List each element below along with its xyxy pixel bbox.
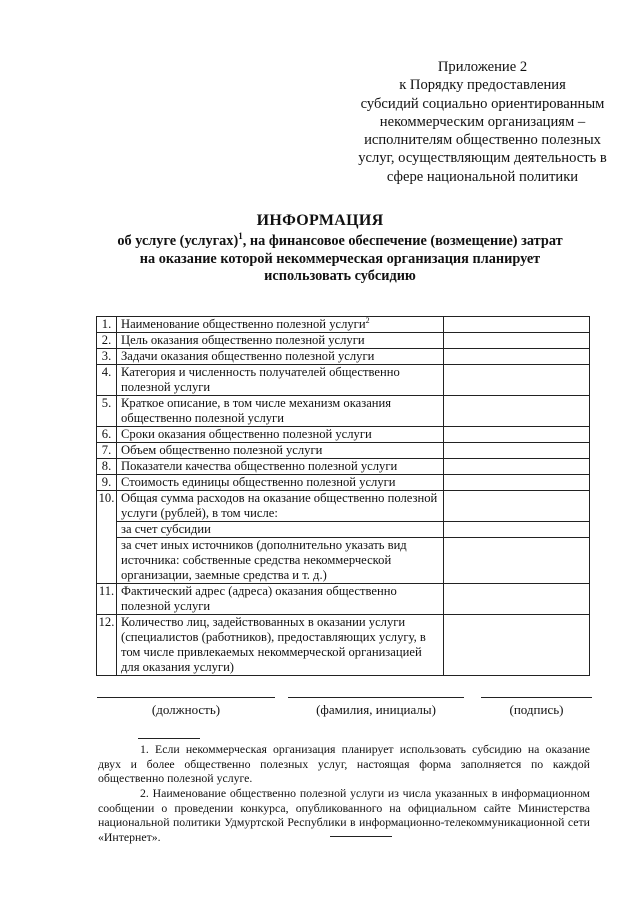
row-number: 9. (97, 475, 117, 491)
footnote-separator (138, 738, 200, 739)
row-label-text: Задачи оказания общественно полезной услуги (121, 349, 375, 363)
service-info-table (96, 316, 590, 676)
row-value-cell (444, 475, 590, 491)
appendix-header (330, 58, 635, 186)
footnote-text: 2. Наименование общественно полезной услуги из числа указанных в информационном сообщении о проведении конкурса, опубликованного на официальном сайте Министерства национальной политики Удмуртской Республики в информационно-телекоммуникационной сети «Интернет». (98, 786, 590, 844)
row-number: 11. (97, 584, 117, 615)
row-value-cell (444, 365, 590, 396)
row-value-cell (444, 427, 590, 443)
footnote-1 (98, 742, 590, 786)
row-number: 7. (97, 443, 117, 459)
subtitle-line-1 (80, 233, 600, 251)
row-label-text: Стоимость единицы общественно полезной услуги (121, 475, 396, 489)
row-label (117, 365, 444, 396)
row-label-text: Общая сумма расходов на оказание общественно полезной услуги (рублей), в том числе: (121, 491, 438, 520)
table-row (97, 365, 590, 396)
row-label (117, 443, 444, 459)
row-label-text: за счет иных источников (дополнительно указать вид источника: собственные средства некоммерческой организации, заемные средства и т. д.) (121, 538, 407, 582)
row-number: 10. (97, 491, 117, 584)
row-value-cell (444, 615, 590, 676)
row-label (117, 584, 444, 615)
table-row (97, 317, 590, 333)
row-label (117, 491, 444, 522)
row-label-text: Цель оказания общественно полезной услуги (121, 333, 365, 347)
table-row (97, 333, 590, 349)
table-row (97, 522, 590, 538)
table-row (97, 443, 590, 459)
row-value-cell (444, 349, 590, 365)
document-title: ИНФОРМАЦИЯ (256, 212, 384, 229)
row-label (117, 615, 444, 676)
footnote-ref-2: 2 (365, 315, 370, 325)
appendix-line: Приложение 2 (437, 59, 528, 75)
position-label: (должность) (151, 702, 221, 717)
appendix-line: к Порядку предоставления (399, 77, 566, 94)
row-value-cell (444, 443, 590, 459)
row-label-text: за счет субсидии (121, 522, 211, 536)
row-number: 12. (97, 615, 117, 676)
row-number: 2. (97, 333, 117, 349)
row-value-cell (444, 396, 590, 427)
row-label-text: Категория и численность получателей общественно полезной услуги (121, 365, 400, 394)
row-label-text: Фактический адрес (адреса) оказания общественно полезной услуги (121, 584, 397, 613)
row-label-text: Краткое описание, в том числе механизм оказания общественно полезной услуги (121, 396, 392, 425)
subtitle-text: об услуге (услугах) (117, 233, 239, 249)
row-number: 1. (97, 317, 117, 333)
table-row (97, 491, 590, 522)
row-label-text: Наименование общественно полезной услуги (121, 317, 366, 331)
position-signature-line (97, 697, 275, 698)
row-value-cell (444, 317, 590, 333)
table-row (97, 349, 590, 365)
table-row (97, 475, 590, 491)
document-subtitle (80, 233, 600, 286)
row-value-cell (444, 491, 590, 522)
row-number: 8. (97, 459, 117, 475)
table-row (97, 538, 590, 584)
row-value-cell (444, 459, 590, 475)
name-label: (фамилия, инициалы) (316, 702, 436, 717)
row-label (117, 538, 444, 584)
appendix-line: услуг, осуществляющим деятельность в (358, 150, 607, 167)
row-label (117, 427, 444, 443)
subtitle-line-3: использовать субсидию (264, 268, 416, 284)
row-label-text: Количество лиц, задействованных в оказании услуги (специалистов (работников), предоставляющих услугу, в том числе привлекаемых некоммерческой организацией для оказания услуги) (121, 615, 426, 674)
row-number: 5. (97, 396, 117, 427)
table-row (97, 459, 590, 475)
end-separator (330, 836, 392, 837)
appendix-line: сфере национальной политики (386, 168, 579, 185)
row-number: 4. (97, 365, 117, 396)
row-label-text: Объем общественно полезной услуги (121, 443, 323, 457)
appendix-line: исполнителям общественно полезных (364, 132, 601, 149)
row-value-cell (444, 538, 590, 584)
row-label-text: Показатели качества общественно полезной услуги (121, 459, 398, 473)
row-number: 6. (97, 427, 117, 443)
row-value-cell (444, 584, 590, 615)
subtitle-text: , на финансовое обеспечение (возмещение) затрат (242, 233, 563, 249)
table-row (97, 427, 590, 443)
row-label (117, 349, 444, 365)
footnote-text: 1. Если некоммерческая организация планирует использовать субсидию на оказание двух и более общественно полезных услуг, настоящая форма заполняется по каждой общественно полезной услуге. (98, 742, 590, 785)
row-label (117, 396, 444, 427)
row-label (117, 475, 444, 491)
appendix-line: некоммерческим организациям – (379, 113, 586, 130)
row-value-cell (444, 333, 590, 349)
row-label (117, 522, 444, 538)
row-number: 3. (97, 349, 117, 365)
table-row (97, 615, 590, 676)
footnote-ref-1: 1 (238, 231, 243, 242)
sign-label: (подпись) (509, 702, 564, 717)
appendix-line: субсидий социально ориентированным (360, 95, 605, 112)
row-label (117, 459, 444, 475)
subtitle-line-2: на оказание которой некоммерческая организация планирует (139, 250, 541, 267)
table-row (97, 584, 590, 615)
table-row (97, 396, 590, 427)
row-label-text: Сроки оказания общественно полезной услуги (121, 427, 372, 441)
sign-signature-line (481, 697, 592, 698)
row-label (117, 333, 444, 349)
row-value-cell (444, 522, 590, 538)
row-label (117, 317, 444, 333)
name-signature-line (288, 697, 464, 698)
